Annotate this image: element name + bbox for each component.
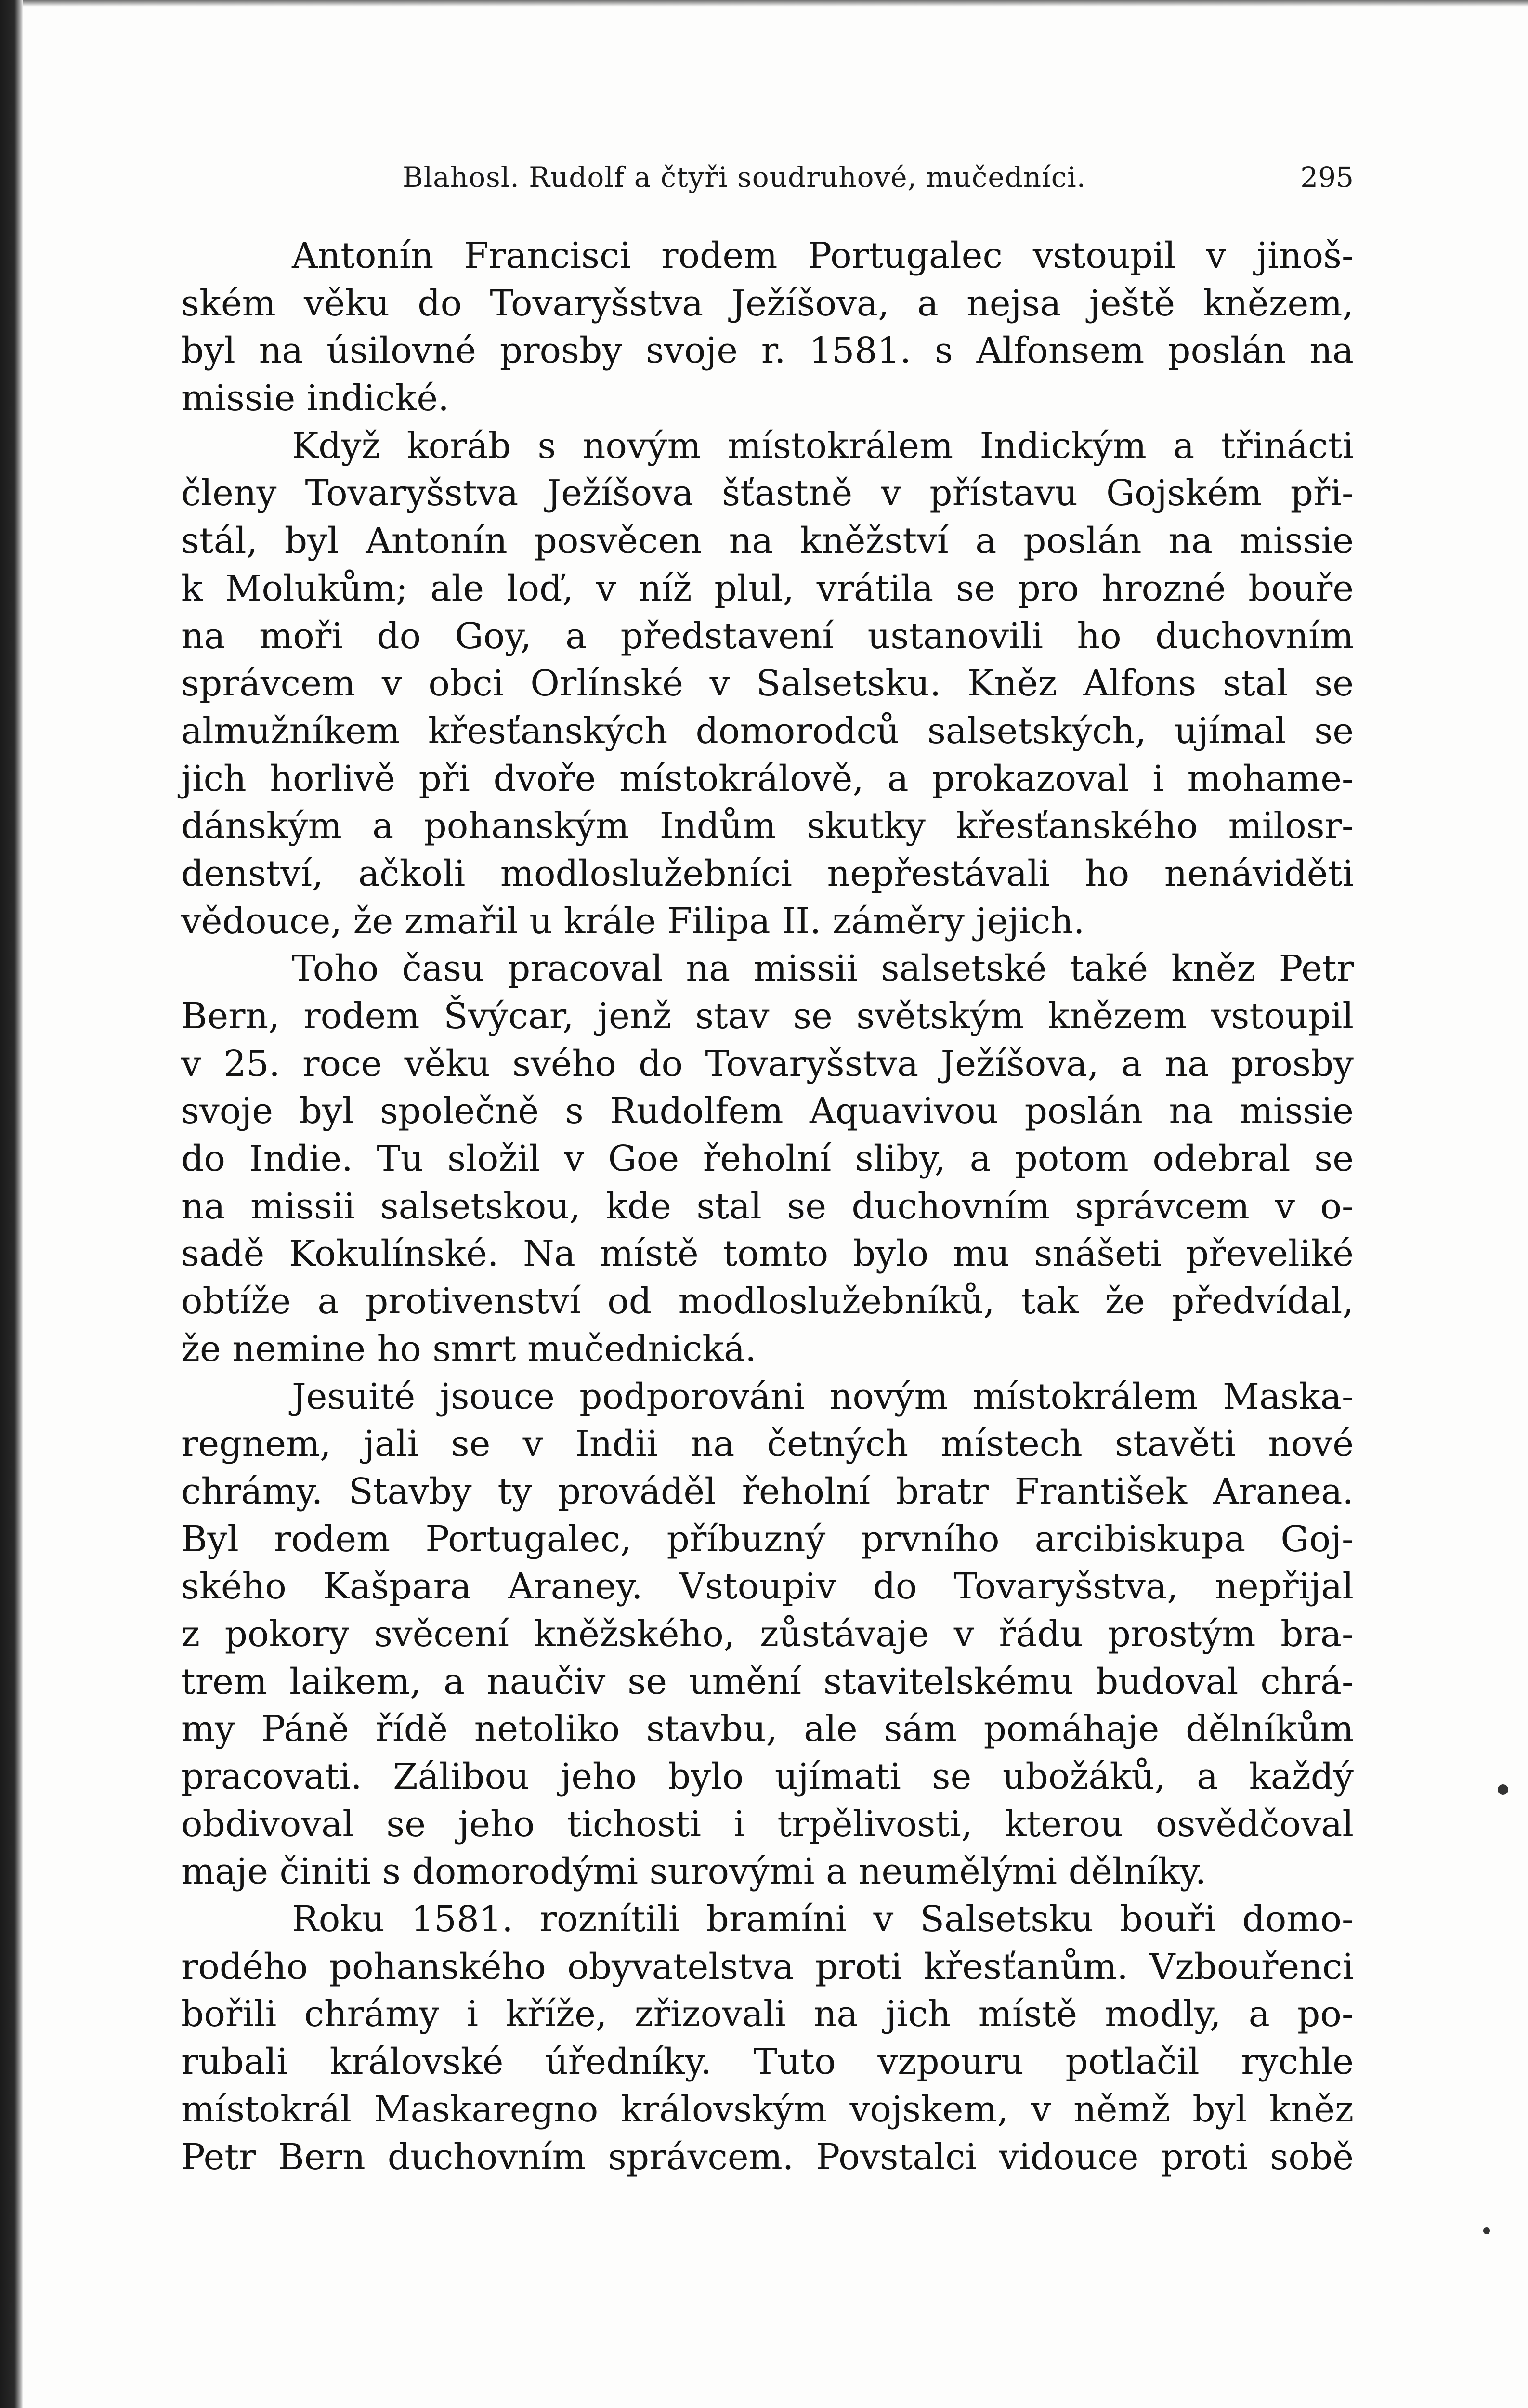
- text-line: sadě Kokulínské. Na místě tomto bylo mu snášeti převeliké: [181, 1233, 1354, 1275]
- text-line: Když koráb s novým místokrálem Indickým a třinácti: [292, 425, 1354, 467]
- running-head: [181, 153, 1354, 206]
- text-line: k Molukům; ale loď, v níž plul, vrátila se pro hrozné bouře: [181, 567, 1354, 609]
- text-line: že nemine ho smrt mučednická.: [181, 1328, 757, 1370]
- text-line: stál, byl Antonín posvěcen na kněžství a poslán na missie: [181, 520, 1354, 562]
- text-line: Byl rodem Portugalec, příbuzný prvního arcibiskupa Goj-: [181, 1518, 1354, 1560]
- text-line: Antonín Francisci rodem Portugalec vstoupil v jinoš-: [292, 235, 1354, 276]
- text-line: almužníkem křesťanských domorodců salsetských, ujímal se: [181, 710, 1354, 752]
- text-line: rubali královské úředníky. Tuto vzpouru potlačil rychle: [181, 2041, 1354, 2083]
- text-line: členy Tovaryšstva Ježíšova šťastně v přístavu Gojském při-: [181, 472, 1354, 514]
- text-line: v 25. roce věku svého do Tovaryšstva Ježíšova, a na prosby: [181, 1043, 1354, 1085]
- text-line: obtíže a protivenství od modloslužebníků, tak že předvídal,: [181, 1281, 1354, 1322]
- text-line: byl na úsilovné prosby svoje r. 1581. s Alfonsem poslán na: [181, 330, 1354, 372]
- text-line: na moři do Goy, a představení ustanovili ho duchovním: [181, 615, 1354, 657]
- running-title: Blahosl. Rudolf a čtyři soudruhové, mučedníci.: [403, 161, 1086, 194]
- text-line: Roku 1581. roznítili bramíni v Salsetsku bouři domo-: [292, 1898, 1354, 1940]
- text-line: na missii salsetskou, kde stal se duchovním správcem v o-: [181, 1185, 1354, 1227]
- text-line: správcem v obci Orlínské v Salsetsku. Kněz Alfons stal se: [181, 663, 1354, 705]
- margin-speck: [1498, 1784, 1508, 1795]
- text-line: missie indické.: [181, 378, 449, 419]
- binding-edge: [0, 0, 23, 2408]
- text-line: svoje byl společně s Rudolfem Aquavivou poslán na missie: [181, 1090, 1354, 1132]
- page-top-shadow: [0, 0, 1528, 7]
- body-text: [181, 232, 1354, 2181]
- text-line: bořili chrámy i kříže, zřizovali na jich místě modly, a po-: [181, 1993, 1354, 2035]
- text-line: pracovati. Zálibou jeho bylo ujímati se ubožáků, a každý: [181, 1756, 1354, 1797]
- text-line: Petr Bern duchovním správcem. Povstalci vidouce proti sobě: [181, 2136, 1354, 2178]
- text-line: dánským a pohanským Indům skutky křesťanského milosr-: [181, 805, 1354, 847]
- text-line: maje činiti s domorodými surovými a neumělými dělníky.: [181, 1851, 1207, 1893]
- text-line: ského Kašpara Araney. Vstoupiv do Tovaryšstva, nepřijal: [181, 1566, 1354, 1608]
- text-line: my Páně řídě netoliko stavbu, ale sám pomáhaje dělníkům: [181, 1708, 1354, 1750]
- text-line: rodého pohanského obyvatelstva proti křesťanům. Vzbouřenci: [181, 1946, 1354, 1988]
- text-line: místokrál Maskaregno královským vojskem, v němž byl kněz: [181, 2088, 1354, 2130]
- text-line: Toho času pracoval na missii salsetské také kněz Petr: [292, 948, 1354, 990]
- text-line: regnem, jali se v Indii na četných místech stavěti nové: [181, 1423, 1354, 1465]
- text-line: Jesuité jsouce podporováni novým místokrálem Maska-: [292, 1375, 1354, 1417]
- text-line: vědouce, že zmařil u krále Filipa II. záměry jejich.: [181, 900, 1085, 942]
- text-line: trem laikem, a naučiv se umění stavitelskému budoval chrá-: [181, 1661, 1354, 1702]
- text-line: obdivoval se jeho tichosti i trpělivosti, kterou osvědčoval: [181, 1803, 1354, 1845]
- text-line: jich horlivě při dvoře místokrálově, a prokazoval i mohame-: [181, 758, 1354, 799]
- text-line: Bern, rodem Švýcar, jenž stav se světským knězem vstoupil: [181, 995, 1354, 1037]
- text-line: chrámy. Stavby ty prováděl řeholní bratr František Aranea.: [181, 1470, 1354, 1512]
- text-line: ském věku do Tovaryšstva Ježíšova, a nejsa ještě knězem,: [181, 282, 1354, 324]
- page-number: 295: [1300, 161, 1354, 194]
- margin-speck: [1483, 2227, 1490, 2234]
- text-line: do Indie. Tu složil v Goe řeholní sliby, a potom odebral se: [181, 1138, 1354, 1180]
- text-line: denství, ačkoli modloslužebníci nepřestávali ho nenáviděti: [181, 852, 1354, 894]
- text-line: z pokory svěcení kněžského, zůstávaje v řádu prostým bra-: [181, 1613, 1354, 1655]
